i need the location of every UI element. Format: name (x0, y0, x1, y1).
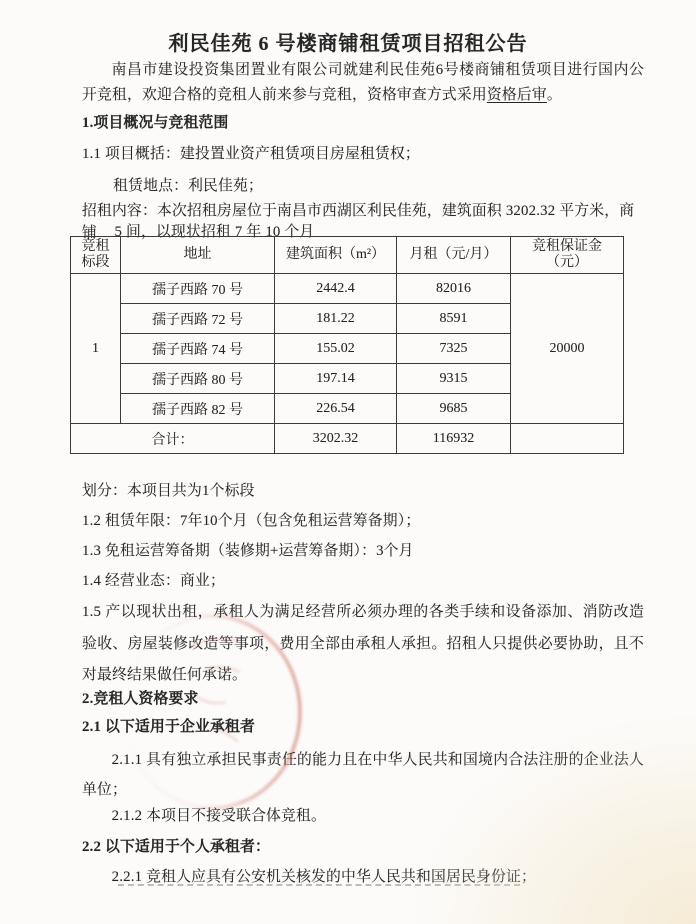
area-cell: 155.02 (275, 334, 397, 364)
header-address: 地址 (121, 237, 275, 274)
total-label-cell: 合计： (71, 424, 275, 454)
address-cell: 孺子西路 72 号 (121, 304, 275, 334)
area-cell: 226.54 (275, 394, 397, 424)
header-bid-section-line1: 竞租 (81, 239, 110, 254)
item-2-2-1: 2.2.1 竞租人应具有公安机关核发的中华人民共和国居民身份证； (111, 869, 537, 885)
header-deposit-line2: （元） (546, 255, 588, 270)
table-row (71, 274, 624, 304)
item-1-2: 1.2 租赁年限：7年10个月（包含免租运营筹备期）； (82, 513, 421, 529)
rent-table (70, 236, 624, 454)
address-cell: 孺子西路 80 号 (121, 364, 275, 394)
address-cell: 孺子西路 70 号 (121, 274, 275, 304)
area-cell: 181.22 (275, 304, 397, 334)
intro-paragraph (82, 58, 644, 107)
intro-tail: 。 (546, 86, 562, 103)
rent-cell: 9315 (397, 364, 511, 394)
area-cell: 197.14 (275, 364, 397, 394)
item-1-4: 1.4 经营业态：商业； (82, 573, 225, 589)
total-rent-cell: 116932 (397, 424, 511, 454)
item-2-1: 2.1 以下适用于企业承租者 (82, 719, 255, 735)
table-header-row (71, 237, 624, 274)
division-line: 划分：本项目共为1个标段 (82, 483, 255, 499)
item-1-1: 1.1 项目概括：建投置业资产租赁项目房屋租赁权； (82, 146, 420, 162)
header-bid-section (71, 237, 121, 274)
rent-cell: 9685 (397, 394, 511, 424)
document-title: 利民佳苑 6 号楼商铺租赁项目招租公告 (168, 33, 528, 55)
table-total-row (71, 424, 624, 454)
total-deposit-cell (511, 424, 624, 454)
intro-lead: 南昌市建设投资集团置业有限公司就建利民佳苑6号楼商铺租赁项目进行国内公开竞租，欢迎合格的竞租人前来参与竞租，资格审查方式采用 (82, 62, 644, 103)
item-2-1-2: 2.1.2 本项目不接受联合体竞租。 (111, 808, 327, 824)
item-2-2: 2.2 以下适用于个人承租者： (82, 839, 270, 855)
lease-content-line2: 5 间，以现状招租 7 年 10 个月 (114, 224, 315, 240)
header-rent: 月租（元/月） (397, 237, 511, 274)
area-cell: 2442.4 (275, 274, 397, 304)
item-1-5: 1.5 产以现状出租，承租人为满足经营所必须办理的各类手续和设备添加、消防改造验收、房屋装修改造等事项，费用全部由承租人承担。招租人只提供必要协助，且不对最终结果做任何承诺。 (82, 604, 644, 683)
intro-underlined-term: 资格后审 (486, 86, 547, 103)
item-2-1-1: 2.1.1 具有独立承担民事责任的能力且在中华人民共和国境内合法注册的企业法人单位； (82, 752, 644, 798)
lease-location: 租赁地点：利民佳苑； (113, 178, 264, 194)
rent-cell: 7325 (397, 334, 511, 364)
deposit-cell: 20000 (511, 274, 624, 424)
item-1-3: 1.3 免租运营筹备期（装修期+运营筹备期）：3个月 (82, 543, 414, 559)
rent-cell: 8591 (397, 304, 511, 334)
section2-heading: 2.竞租人资格要求 (82, 691, 199, 707)
header-bid-section-line2: 标段 (81, 255, 110, 270)
scan-artifact-line (118, 884, 520, 886)
header-deposit-line1: 竞租保证金 (532, 239, 602, 254)
total-area-cell: 3202.32 (275, 424, 397, 454)
address-cell: 孺子西路 74 号 (121, 334, 275, 364)
bid-section-cell: 1 (71, 274, 121, 424)
rent-cell: 82016 (397, 274, 511, 304)
section1-heading: 1.项目概况与竞租范围 (82, 115, 229, 131)
header-deposit (511, 237, 624, 274)
header-area: 建筑面积（m²） (275, 237, 397, 274)
address-cell: 孺子西路 82 号 (121, 394, 275, 424)
lease-content-line1: 招租内容：本次招租房屋位于南昌市西湖区利民佳苑，建筑面积 3202.32 平方米，商铺 (82, 203, 635, 241)
